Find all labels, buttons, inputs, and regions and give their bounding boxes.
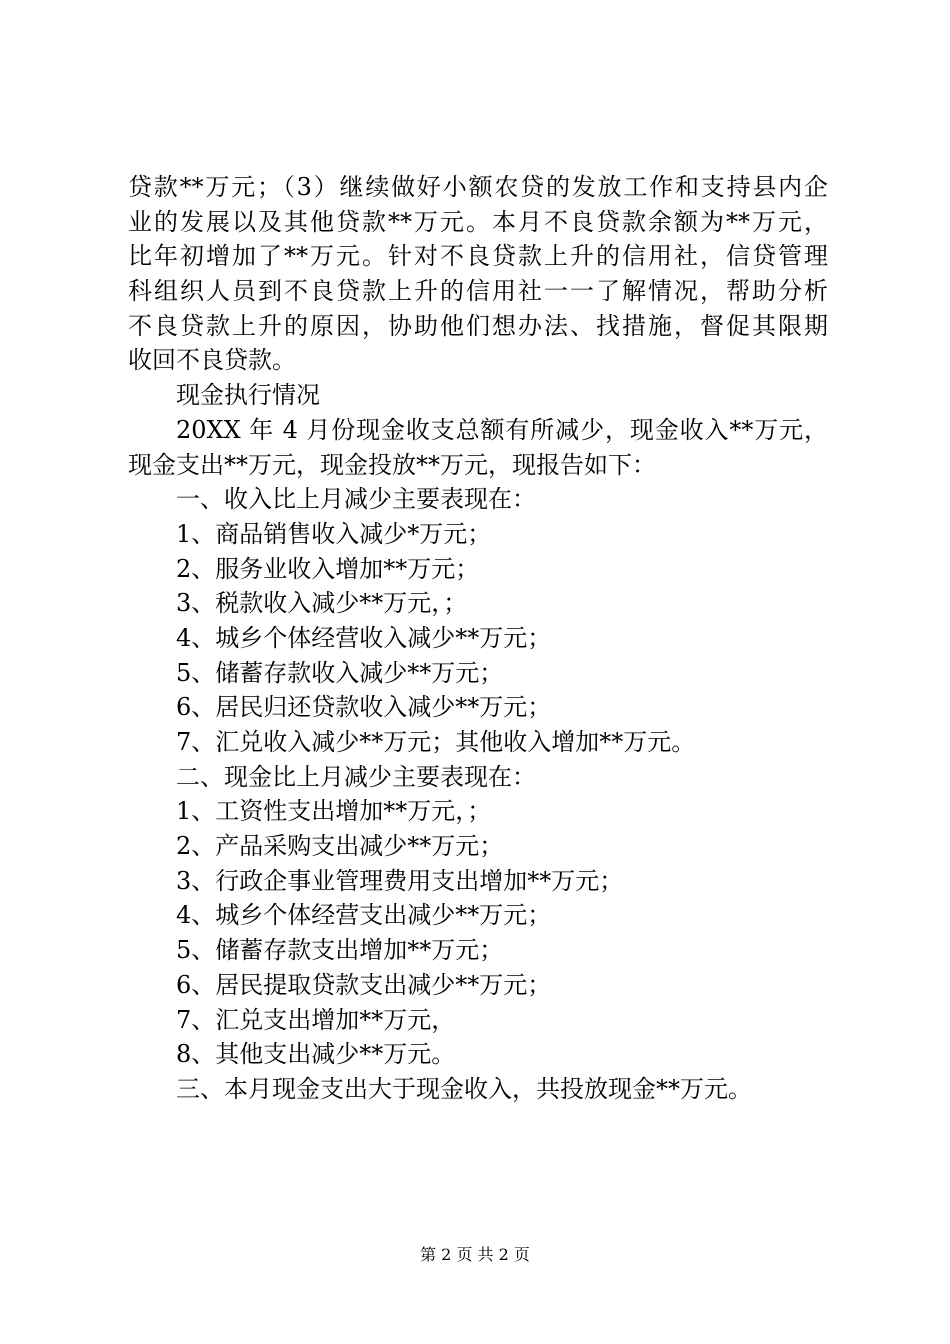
text-line: 6、居民归还贷款收入减少**万元； <box>176 693 552 722</box>
text-line: 5、储蓄存款支出增加**万元； <box>176 936 504 965</box>
text-line: 1、工资性支出增加**万元，； <box>176 797 492 826</box>
text-line: 7、汇兑收入减少**万元；其他收入增加**万元。 <box>176 728 696 756</box>
text-line: 8、其他支出减少**万元。 <box>176 1040 456 1069</box>
text-line: 现金执行情况 <box>176 381 320 410</box>
text-line: 业的发展以及其他贷款**万元。本月不良贷款余额为**万元， <box>128 207 828 236</box>
document-body <box>128 170 828 1107</box>
text-line: 7、汇兑支出增加**万元， <box>176 1005 456 1034</box>
text-line: 4、城乡个体经营支出减少**万元； <box>176 901 552 930</box>
text-line: 20XX 年 4 月份现金收支总额有所减少，现金收入**万元， <box>176 415 828 444</box>
text-line: 二、现金比上月减少主要表现在： <box>176 762 536 791</box>
text-line: 2、产品采购支出减少**万元； <box>176 832 504 861</box>
text-line: 贷款**万元；（3）继续做好小额农贷的发放工作和支持县内企 <box>128 173 828 201</box>
text-line: 2、服务业收入增加**万元； <box>176 554 480 583</box>
text-line: 现金支出**万元，现金投放**万元，现报告如下： <box>128 450 656 479</box>
text-line: 不良贷款上升的原因，协助他们想办法、找措施，督促其限期 <box>128 311 828 340</box>
text-line: 比年初增加了**万元。针对不良贷款上升的信用社，信贷管理 <box>128 242 828 271</box>
text-line: 科组织人员到不良贷款上升的信用社一一了解情况，帮助分析 <box>128 277 828 306</box>
text-line: 三、本月现金支出大于现金收入，共投放现金**万元。 <box>176 1074 752 1103</box>
text-line: 4、城乡个体经营收入减少**万元； <box>176 623 552 652</box>
page-footer: 第 2 页 共 2 页 <box>420 1245 530 1264</box>
text-line: 6、居民提取贷款支出减少**万元； <box>176 970 552 999</box>
text-line: 一、收入比上月减少主要表现在： <box>176 485 536 514</box>
text-line: 3、税款收入减少**万元，； <box>176 589 468 618</box>
text-line: 5、储蓄存款收入减少**万元； <box>176 658 504 687</box>
text-line: 1、商品销售收入减少*万元； <box>176 519 492 548</box>
text-line: 3、行政企事业管理费用支出增加**万元； <box>176 866 624 895</box>
text-line: 收回不良贷款。 <box>128 346 296 375</box>
